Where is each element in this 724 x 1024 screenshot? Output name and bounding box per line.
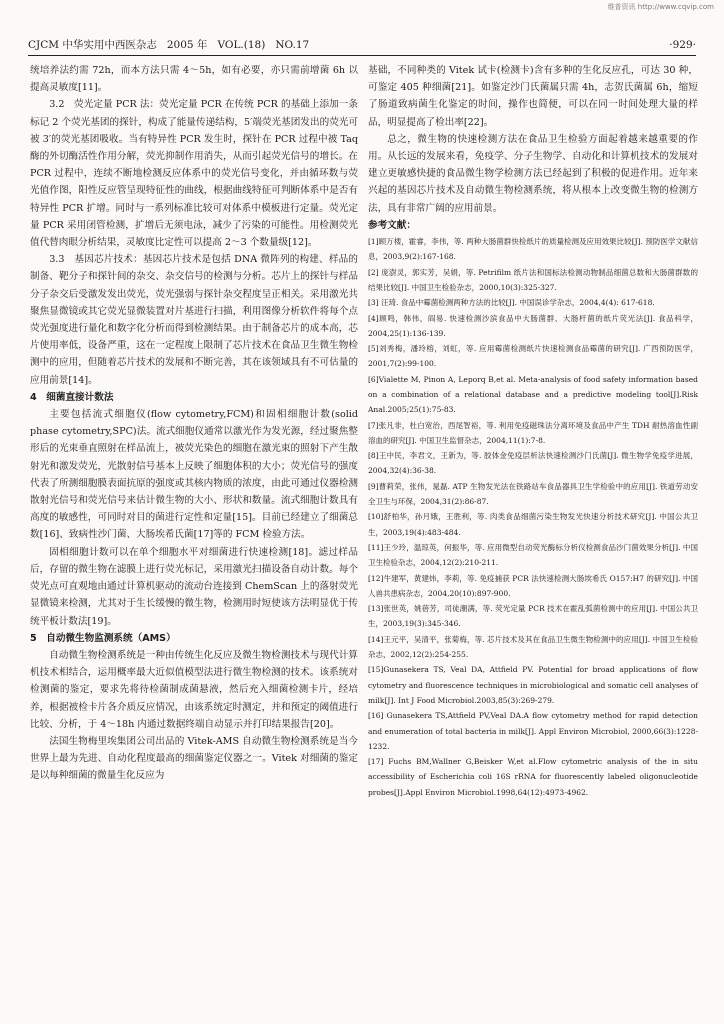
reference-item: [7]张凡非，杜白宽治，西尾智裕，等. 利用免疫磁珠法分离环境及食品中产生 TDH 耐热溶血性副溶血的研究[J]. 中国卫生监督杂志，2004,11(1):7-8. xyxy=(368,420,698,445)
paragraph-flow-cytometry: 主要包括流式细胞仪(flow cytometry,FCM)和固相细胞计数(solid phase cytometry,SPC)法。流式细胞仪通常以激光作为发光源，经过聚焦整形后的光束垂直照射在样品流上，被荧光染色的细胞在激光束的照射下产生散射光和激发荧光，光散射信号基本上反映了细胞体积的大小；荧光信号的强度代表了所测细胞膜表面抗原的强度或其核内物质的浓度，由此可通过仪器检测散射光信号和荧光信号来估计微生物的大小、形状和数量。流式细胞计数具有高度的敏感性，可同时对目的菌进行定性和定量[15]。目前已经建立了细菌总数[16]、致病性沙门菌、大肠埃希氏菌[17]等的 FCM 检验方法。 xyxy=(30,409,358,541)
paragraph-qpcr: 3.2 荧光定量 PCR 法：荧光定量 PCR 在传统 PCR 的基础上添加一条标记 2 个荧光基团的探针，构成了能量传递结构，5′端荧光基团发出的荧光可被 3′的荧光基团吸收。当有特异性 PCR 发生时，探针在 PCR 过程中被 Taq 酶的外切酶活性作用分解，荧光抑制作用消失，从而引起荧光信号的增长。在 PCR 过程中，连续不断地检测反应体系中的荧光信号变化，并由循环数与荧光值作图，阳性反应管呈现特征性的曲线，根据曲线特征可判断体系中是否有特异性 PCR 扩增。同时与一系列标准比较可对体系中模板进行定量。荧光定量 PCR 采用闭管检测，扩增后无须电泳，减少了污染的可能性。用检测荧光值代替肉眼分析结果，灵敏度比定性可以提高 2～3 个数量级[12]。 xyxy=(30,99,358,249)
section-heading-4: 4 细菌直接计数法 xyxy=(30,391,114,403)
paragraph-conclusion: 总之，微生物的快速检测方法在食品卫生检验方面起着越来越重要的作用。从长远的发展来看，免疫学、分子生物学、自动化和计算机技术的发展对建立更敏感快捷的食品微生物学检测方法已经起到了积极的促进作用。近年来兴起的基因芯片技术及自动微生物检测系统，将从根本上改变微生物的检测方法，具有非常广阔的应用前景。 xyxy=(368,133,698,214)
journal-name: CJCM 中华实用中西医杂志 xyxy=(28,39,157,51)
reference-item: [6]Vialette M, Pinon A, Leporq B,et al. Meta-analysis of food safety information based on a combination of a relational database and a predictive modeling tool[J].Risk Anal.2005;25(1):75-83. xyxy=(368,374,698,415)
right-column xyxy=(368,62,698,800)
paragraph-continued: 统培养法约需 72h，而本方法只需 4～5h，如有必要，亦只需前增菌 6h 以提高灵敏度[11]。 xyxy=(30,65,358,94)
reference-item: [2] 庞澍灵，郭实芳，吴娟，等. Petrifilm 纸片法和国标法检测动物制品细菌总数和大肠菌群数的结果比较[J]. 中国卫生检验杂志，2000,10(3):325-327. xyxy=(368,267,698,292)
references-title: 参考文献： xyxy=(368,219,416,231)
reference-item: [9]曹莉荣，张伟，晁磊. ATP 生物发光法在铁路站车食品器具卫生学检验中的应用[J]. 铁道劳动安全卫生与环保，2004,31(2):86-87. xyxy=(368,481,698,507)
header-rule xyxy=(28,55,696,56)
reference-item: [14]王元平，吴清平，张菊梅，等. 芯片技术及其在食品卫生微生物检测中的应用[J]. 中国卫生检验杂志，2002,12(2):254-255. xyxy=(368,634,698,660)
left-column xyxy=(30,62,358,785)
volume: VOL.(18) xyxy=(217,39,266,51)
reference-item: [4]顾鸣，韩伟，阎易. 快速检测沙滨食品中大肠菌群、大肠杆菌的纸片荧光法[J]. 食品科学，2004,25(1):136-139. xyxy=(368,313,698,338)
watermark: 维普资讯 http://www.cqvip.com xyxy=(607,3,714,11)
reference-item: [15]Gunasekera TS, Veal DA, Attfield PV. Potential for broad applications of flow cytometry and fluorescence techniques in microbiological and somatic cell analyses of milk[J]. Int J Food Microbiol.2003,85(3):269-279. xyxy=(368,665,698,705)
paragraph-ams: 自动微生物检测系统是一种由传统生化反应及微生物检测技术与现代计算机技术相结合，运用概率最大近似值模型法进行微生物检测的技术。该系统对检测菌的鉴定，要求先将待检菌制成菌悬液，然后充入细菌检测卡片，经培养，根据被检卡片各介质反应情况，由该系统定时测定，并和预定的阈值进行比较、分析，于 4～18h 内通过数据终端自动显示并打印结果报告[20]。 xyxy=(30,649,358,730)
page-number: ·929· xyxy=(669,39,696,51)
paragraph-gene-chip: 3.3 基因芯片技术：基因芯片技术是包括 DNA 微阵列的构建、样品的制备、靶分子和探针间的杂交、杂交信号的检测与分析。芯片上的探针与样品分子杂交后受激发发出荧光，荧光强弱与探针杂交程度呈正相关。采用激光共聚焦显微镜或其它荧光显微装置对片基进行扫描，利用图像分析软件将每个点荧光强度进行量化和数字化分析而得到检测结果。由于制备芯片的成本高，芯片使用率低，设备严重，这在一定程度上限制了芯片技术在食品卫生微生物检测中的应用，但随着芯片技术的发展和不断完善，其在该领域具有不可估量的应用前景[14]。 xyxy=(30,254,358,386)
reference-item: [1]顾万楼，霍睿，李伟，等. 两种大肠菌群快检纸片的质量检测及应用效果比较[J]. 预防医学文献信息，2003,9(2):167-168. xyxy=(368,237,698,262)
running-header xyxy=(28,37,696,53)
reference-list xyxy=(368,234,698,800)
reference-item: [17] Fuchs BM,Wallner G,Beisker W,et al.Flow cytometric analysis of the in situ accessibility of Escherichia coli 16S rRNA for fluorescently labeled oligonucleotide probes[J].Appl Environ Microbiol.1998,64(12):4973-4962. xyxy=(368,757,698,797)
paragraph-vitek-continued: 基础，不同种类的 Vitek 试卡(检测卡)含有多种的生化反应孔，可达 30 种，可鉴定 405 种细菌[21]。如鉴定沙门氏菌属只需 4h，志贺氏菌属 6h，缩短了肠道致病菌生化鉴定的时间，操作也简便，可以在同一时间处理大量的样品，明显提高了检出率[22]。 xyxy=(368,65,698,128)
reference-item: [10]舒柏华，孙月娥，王胜利，等. 肉类食品细菌污染生物发光快速分析技术研究[J]. 中国公共卫生，2003,19(4):483-484. xyxy=(368,512,698,537)
reference-item: [13]张世英，姚蓓芳，司徒潮满，等. 荧光定量 PCR 技术在霍乱弧菌检测中的应用[J]. 中国公共卫生，2003,19(3):345-346. xyxy=(368,604,698,629)
section-heading-5: 5 自动微生物监测系统（AMS） xyxy=(30,632,176,644)
reference-item: [5]刘秀梅，潘玲榕，刘虹，等. 应用霉菌检测纸片快速检测食品霉菌的研究[J]. 广西预防医学，2001,7(2):99-100. xyxy=(368,344,698,369)
reference-item: [16] Gunasekera TS,Attfield PV,Veal DA.A flow cytometry method for rapid detection and enumeration of total bacteria in milk[J]. Appl Environ Microbiol, 2000,66(3):1228-1232. xyxy=(368,711,698,751)
reference-item: [3] 汪琦. 食品中霉菌检测两种方法的比较[J]. 中国误诊学杂志，2004,4(4): 617-618. xyxy=(368,298,655,308)
reference-item: [11]王少玲，温琼英，何振华，等. 应用微型自动荧光酶标分析仪检测食品沙门菌效果分析[J]. 中国卫生检验杂志，2004,12(2):210-211. xyxy=(368,542,698,568)
paragraph-solid-phase: 固相细胞计数可以在单个细胞水平对细菌进行快速检测[18]。滤过样品后，存留的微生物在滤膜上进行荧光标记，采用激光扫描设备自动计数。每个荧光点可直观地由通过计算机驱动的流动台连接到 ChemScan 上的落射荧光显微镜来检测，尤其对于生长缓慢的微生物，检测用时短使该方法明显优于传统平板计数法[19]。 xyxy=(30,546,358,627)
reference-item: [12]牛建军，黄建炜，李莉，等. 免疫捕获 PCR 法快速检测大肠埃希氏 O157:H7 的研究[J]. 中国人兽共患病杂志，2004,20(10):897-900. xyxy=(368,573,698,598)
paragraph-vitek: 法国生物梅里埃集团公司出品的 Vitek-AMS 自动微生物检测系统是当今世界上最为先进、自动化程度最高的细菌鉴定仪器之一。Vitek 对细菌的鉴定是以每种细菌的微量生化反应为 xyxy=(30,735,358,782)
issue-number: NO.17 xyxy=(275,39,310,51)
year: 2005 年 xyxy=(166,39,208,51)
reference-item: [8]王中民，李君文，王新为，等. 胶体金免疫层析法快速检测沙门氏菌[J]. 微生物学免疫学进展，2004,32(4):36-38. xyxy=(368,451,698,476)
